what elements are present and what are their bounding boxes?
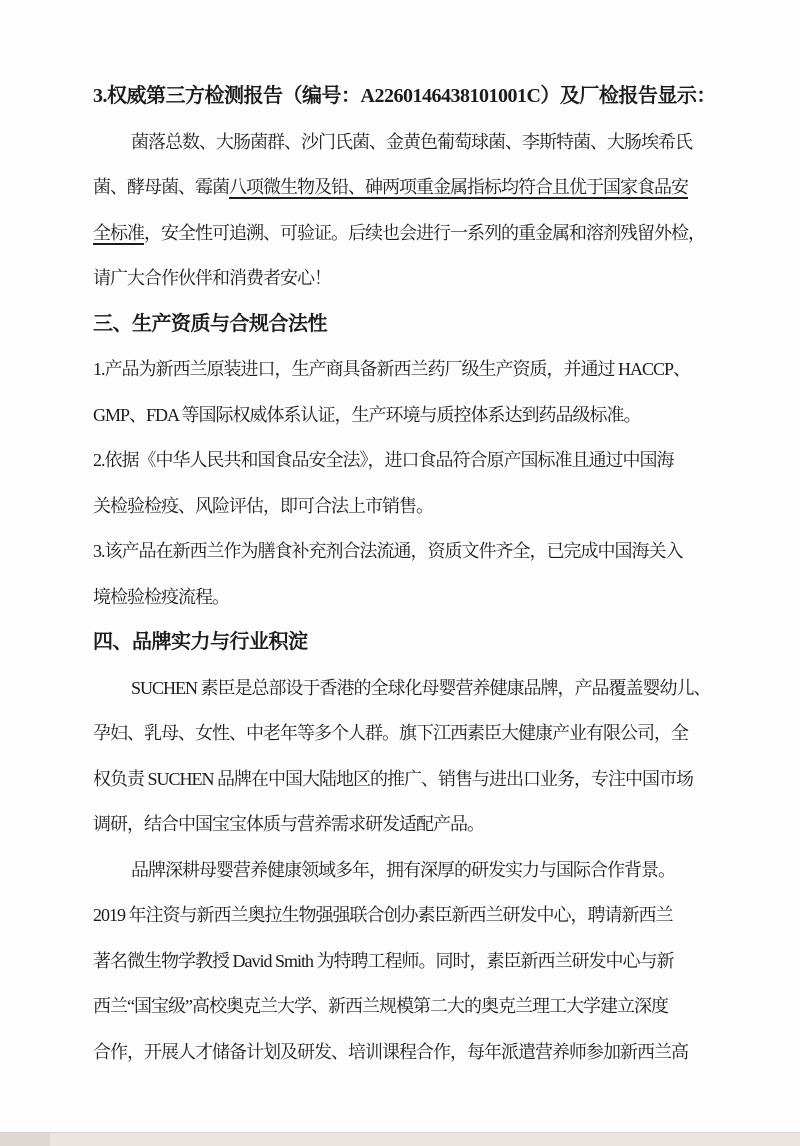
doc-text-line	[93, 438, 713, 484]
underlined-text: 八项微生物及铅、砷两项重金属指标均符合且优于国家食品安	[229, 177, 688, 197]
text-segment: GMP、FDA 等国际权威体系认证，生产环境与质控体系达到药品级标准。	[93, 404, 641, 425]
text-segment: 孕妇、乳母、女性、中老年等多个人群。旗下江西素臣大健康产业有限公司，全	[93, 723, 688, 743]
text-segment: 权负责 SUCHEN 品牌在中国大陆地区的推广、销售与进出口业务，专注中国市场	[93, 768, 694, 789]
text-segment: 菌、酵母菌、霉菌	[93, 177, 229, 197]
text-segment: ，安全性可追溯、可验证。后续也会进行一系列的重金属和溶剂残留外检，	[144, 222, 705, 243]
underlined-text: 全标准	[93, 222, 144, 243]
doc-text-line	[93, 666, 713, 712]
doc-text-line	[93, 256, 713, 302]
doc-text-line	[93, 984, 713, 1030]
doc-text-line	[93, 575, 713, 621]
doc-text-line	[93, 893, 713, 939]
document-lines	[93, 74, 716, 1075]
text-segment: 1.产品为新西兰原装进口，生产商具备新西兰药厂级生产资质，并通过 HACCP、	[93, 359, 691, 379]
text-segment: 2.依据《中华人民共和国食品安全法》，进口食品符合原产国标准且通过中国海	[93, 450, 674, 470]
text-segment: 境检验检疫流程。	[93, 586, 229, 607]
doc-text-line	[93, 1030, 713, 1076]
text-segment: 2019 年注资与新西兰奥拉生物强强联合创办素臣新西兰研发中心，聘请新西兰	[93, 905, 673, 925]
doc-text-line	[93, 165, 713, 211]
text-segment: 关检验检疫、风险评估，即可合法上市销售。	[93, 495, 433, 516]
bottom-bar-left-segment	[0, 1133, 50, 1146]
doc-text-line	[93, 757, 713, 803]
text-segment: 合作，开展人才储备计划及研发、培训课程合作，每年派遣营养师参加新西兰高	[93, 1041, 688, 1062]
text-segment: 三、生产资质与合规合法性	[93, 312, 327, 335]
text-segment: 菌落总数、大肠菌群、沙门氏菌、金黄色葡萄球菌、李斯特菌、大肠埃希氏	[131, 131, 692, 152]
text-segment: 调研，结合中国宝宝体质与营养需求研发适配产品。	[93, 814, 484, 834]
text-segment: 品牌深耕母婴营养健康领域多年，拥有深厚的研发实力与国际合作背景。	[131, 859, 675, 880]
doc-heading-line	[93, 620, 713, 666]
doc-text-line	[93, 484, 713, 530]
doc-text-line	[93, 939, 713, 985]
doc-heading-line	[93, 302, 713, 348]
text-segment: 著名微生物学教授 David Smith 为特聘工程师。同时，素臣新西兰研发中心与新	[93, 950, 674, 971]
doc-text-line	[93, 529, 713, 575]
text-segment: SUCHEN 素臣是总部设于香港的全球化母婴营养健康品牌，产品覆盖婴幼儿、	[131, 677, 711, 698]
text-segment: 请广大合作伙伴和消费者安心！	[93, 268, 331, 288]
text-segment: 西兰“国宝级”高校奥克兰大学、新西兰规模第二大的奥克兰理工大学建立深度	[93, 996, 668, 1016]
bottom-bar	[0, 1132, 800, 1146]
doc-text-line	[93, 211, 713, 257]
doc-text-line	[93, 120, 713, 166]
doc-text-line	[93, 848, 713, 894]
text-segment: 3.权威第三方检测报告（编号：A2260146438101001C）及厂检报告显示：	[93, 85, 716, 107]
doc-heading-line	[93, 74, 716, 120]
text-segment: 四、品牌实力与行业积淀	[93, 631, 308, 653]
text-segment: 3.该产品在新西兰作为膳食补充剂合法流通，资质文件齐全，已完成中国海关入	[93, 541, 683, 561]
doc-text-line	[93, 802, 713, 848]
doc-text-line	[93, 347, 713, 393]
doc-text-line	[93, 393, 713, 439]
doc-text-line	[93, 711, 713, 757]
